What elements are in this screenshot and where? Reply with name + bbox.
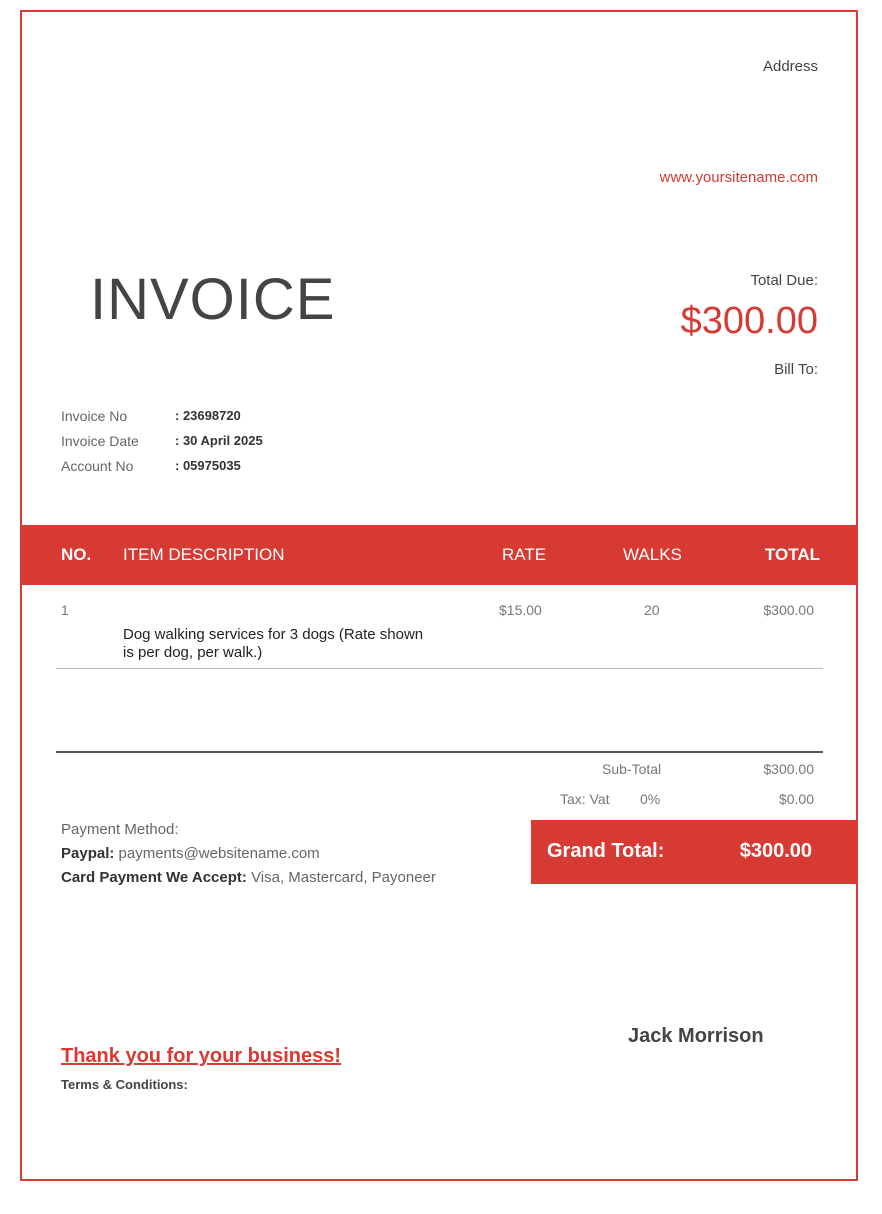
invoice-meta <box>61 408 263 483</box>
table-end-divider <box>56 751 823 753</box>
header-rate: RATE <box>502 545 547 564</box>
subtotal-value: $300.00 <box>763 761 814 777</box>
meta-row-invoice-no <box>61 408 263 433</box>
payment-method <box>61 818 436 890</box>
row-walks: 20 <box>644 602 660 618</box>
row-rate: $15.00 <box>499 602 542 618</box>
header-description: ITEM DESCRIPTION <box>123 545 285 564</box>
row-divider <box>56 668 823 669</box>
bill-to-label: Bill To: <box>774 361 818 378</box>
header-walks: WALKS <box>623 545 682 564</box>
tax-value: $0.00 <box>778 791 814 807</box>
header-no: NO. <box>61 545 92 564</box>
company-address: Address <box>762 58 818 75</box>
meta-value: : 23698720 <box>175 408 241 423</box>
meta-label: Invoice Date <box>61 433 139 449</box>
paypal-label: Paypal: <box>61 845 115 862</box>
website-link[interactable]: www.yoursitename.com <box>659 169 818 186</box>
meta-label: Invoice No <box>61 408 128 424</box>
payment-method-title: Payment Method: <box>61 821 179 838</box>
thank-you-message: Thank you for your business! <box>61 1045 342 1067</box>
cards-value: Visa, Mastercard, Payoneer <box>251 869 436 886</box>
total-due-amount: $300.00 <box>680 300 818 342</box>
row-total: $300.00 <box>763 602 814 618</box>
meta-value: : 05975035 <box>175 458 241 473</box>
invoice-title: INVOICE <box>90 267 336 332</box>
meta-value: : 30 April 2025 <box>175 433 263 448</box>
row-description: Dog walking services for 3 dogs (Rate shown is per dog, per walk.) <box>123 626 424 661</box>
cards-label: Card Payment We Accept: <box>61 869 247 886</box>
grand-total-label: Grand Total: <box>547 840 665 862</box>
grand-total-value: $300.00 <box>739 840 812 862</box>
signer-name: Jack Morrison <box>628 1025 764 1047</box>
meta-row-account-no <box>61 458 263 483</box>
meta-label: Account No <box>61 458 134 474</box>
subtotal-label: Sub-Total <box>602 761 662 777</box>
row-number: 1 <box>61 602 69 618</box>
table-header <box>22 525 856 585</box>
cards-line <box>61 866 436 890</box>
header-total: TOTAL <box>764 545 820 564</box>
meta-row-invoice-date <box>61 433 263 458</box>
total-due-label: Total Due: <box>750 272 818 289</box>
grand-total-box <box>531 820 857 884</box>
tax-label: Tax: Vat <box>560 791 610 807</box>
tax-rate: 0% <box>640 791 661 807</box>
terms-label: Terms & Conditions: <box>61 1077 188 1092</box>
paypal-line <box>61 842 436 866</box>
paypal-value: payments@websitename.com <box>118 845 320 862</box>
